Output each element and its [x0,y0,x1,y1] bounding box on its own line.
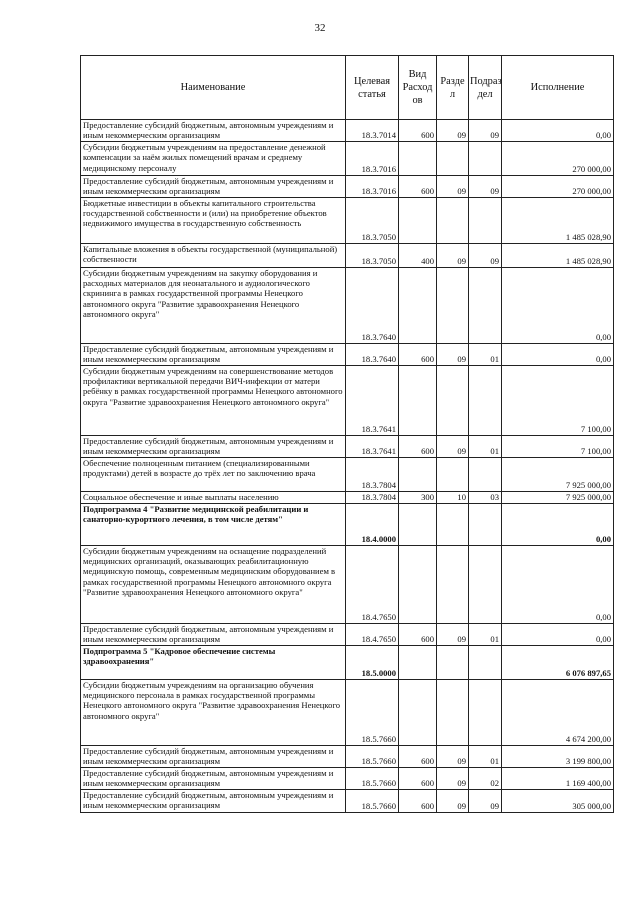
row-section-cell [437,545,469,623]
row-expense-type-cell [399,267,437,343]
row-execution-cell: 0,00 [502,267,614,343]
row-subsection-cell [469,267,502,343]
table-row [81,789,614,812]
row-section-cell: 09 [437,623,469,645]
row-expense-type-cell: 300 [399,491,437,503]
row-section-cell [437,503,469,545]
column-header-subsection: Подраз дел [469,56,502,120]
row-name-cell: Предоставление субсидий бюджетным, автономным учреждениям и иным некоммерческим организациям [81,175,346,197]
row-expense-type-cell [399,645,437,679]
row-section-cell: 09 [437,767,469,789]
row-expense-type-cell: 600 [399,120,437,142]
table-row [81,545,614,623]
row-execution-cell: 270 000,00 [502,175,614,197]
row-execution-cell: 7 100,00 [502,435,614,457]
table-row [81,767,614,789]
row-expense-type-cell: 600 [399,623,437,645]
column-header-section: Разде л [437,56,469,120]
table-row [81,120,614,142]
row-expense-type-cell [399,545,437,623]
row-name-cell: Субсидии бюджетным учреждениям на закупку оборудования и расходных материалов для неонатального и аудиологического скрининга в рамках государственной программы Ненецкого автономного округа "Развитие здравоохранения Ненецкого автономного округа" [81,267,346,343]
row-section-cell: 09 [437,745,469,767]
row-subsection-cell: 09 [469,243,502,267]
row-section-cell [437,365,469,435]
row-subsection-cell: 09 [469,120,502,142]
row-subsection-cell [469,545,502,623]
row-target-article-cell: 18.3.7014 [346,120,399,142]
row-expense-type-cell: 600 [399,745,437,767]
row-target-article-cell: 18.3.7641 [346,435,399,457]
table-row [81,679,614,745]
row-section-cell [437,197,469,243]
row-section-cell [437,457,469,491]
row-name-cell: Подпрограмма 4 "Развитие медицинской реабилитации и санаторно-курортного лечения, в том числе детям" [81,503,346,545]
row-target-article-cell: 18.3.7804 [346,457,399,491]
row-target-article-cell: 18.3.7641 [346,365,399,435]
row-target-article-cell: 18.3.7016 [346,141,399,175]
row-name-cell: Предоставление субсидий бюджетным, автономным учреждениям и иным некоммерческим организациям [81,120,346,142]
row-target-article-cell: 18.3.7804 [346,491,399,503]
row-execution-cell: 7 925 000,00 [502,457,614,491]
row-subsection-cell: 01 [469,745,502,767]
row-execution-cell: 0,00 [502,623,614,645]
table-row [81,645,614,679]
row-execution-cell: 3 199 800,00 [502,745,614,767]
row-expense-type-cell [399,197,437,243]
row-name-cell: Субсидии бюджетным учреждениям на организацию обучения медицинского персонала в рамках государственной программы Ненецкого автономного округа "Развитие здравоохранения Ненецкого автономного округа" [81,679,346,745]
row-execution-cell: 7 100,00 [502,365,614,435]
row-expense-type-cell: 400 [399,243,437,267]
row-expense-type-cell [399,141,437,175]
row-target-article-cell: 18.3.7640 [346,343,399,365]
table-row [81,343,614,365]
table-header-row [81,56,614,120]
row-name-cell: Предоставление субсидий бюджетным, автономным учреждениям и иным некоммерческим организациям [81,343,346,365]
row-section-cell [437,267,469,343]
row-section-cell [437,141,469,175]
column-header-expense-type: Вид Расход ов [399,56,437,120]
row-subsection-cell [469,141,502,175]
row-target-article-cell: 18.4.7650 [346,545,399,623]
row-section-cell: 09 [437,120,469,142]
row-target-article-cell: 18.5.0000 [346,645,399,679]
table-row [81,491,614,503]
table-row [81,365,614,435]
row-execution-cell: 6 076 897,65 [502,645,614,679]
column-header-target-article: Целевая статья [346,56,399,120]
table-row [81,745,614,767]
row-subsection-cell: 03 [469,491,502,503]
row-name-cell: Обеспечение полноценным питанием (специализированными продуктами) детей в возрасте до трёх лет по заключению врача [81,457,346,491]
table-row [81,243,614,267]
row-name-cell: Предоставление субсидий бюджетным, автономным учреждениям и иным некоммерческим организациям [81,435,346,457]
row-subsection-cell: 01 [469,343,502,365]
row-subsection-cell: 01 [469,623,502,645]
row-name-cell: Капитальные вложения в объекты государственной (муниципальной) собственности [81,243,346,267]
row-execution-cell: 4 674 200,00 [502,679,614,745]
row-subsection-cell [469,679,502,745]
row-subsection-cell: 09 [469,789,502,812]
table-row [81,503,614,545]
row-subsection-cell [469,645,502,679]
row-section-cell [437,679,469,745]
row-name-cell: Предоставление субсидий бюджетным, автономным учреждениям и иным некоммерческим организациям [81,745,346,767]
row-section-cell: 10 [437,491,469,503]
row-target-article-cell: 18.4.0000 [346,503,399,545]
row-expense-type-cell [399,503,437,545]
row-execution-cell: 0,00 [502,120,614,142]
row-execution-cell: 305 000,00 [502,789,614,812]
row-execution-cell: 1 485 028,90 [502,243,614,267]
row-expense-type-cell [399,365,437,435]
row-subsection-cell [469,365,502,435]
row-name-cell: Социальное обеспечение и иные выплаты населению [81,491,346,503]
row-subsection-cell [469,503,502,545]
row-section-cell: 09 [437,435,469,457]
row-expense-type-cell: 600 [399,767,437,789]
row-target-article-cell: 18.5.7660 [346,767,399,789]
row-expense-type-cell: 600 [399,435,437,457]
table-row [81,197,614,243]
row-name-cell: Бюджетные инвестиции в объекты капитального строительства государственной собственности и (или) на приобретение объектов недвижимого имущества в государственную собственность [81,197,346,243]
row-execution-cell: 0,00 [502,503,614,545]
table-body [81,120,614,813]
row-target-article-cell: 18.4.7650 [346,623,399,645]
row-name-cell: Предоставление субсидий бюджетным, автономным учреждениям и иным некоммерческим организациям [81,789,346,812]
table-row [81,175,614,197]
row-section-cell: 09 [437,789,469,812]
row-target-article-cell: 18.3.7050 [346,197,399,243]
row-name-cell: Подпрограмма 5 "Кадровое обеспечение системы здравоохранения" [81,645,346,679]
row-subsection-cell [469,457,502,491]
row-target-article-cell: 18.3.7050 [346,243,399,267]
row-execution-cell: 0,00 [502,343,614,365]
row-name-cell: Субсидии бюджетным учреждениям на предоставление денежной компенсации за наём жилых помещений врачам и среднему медицинскому персоналу [81,141,346,175]
table-row [81,457,614,491]
row-execution-cell: 0,00 [502,545,614,623]
table-row [81,435,614,457]
row-subsection-cell: 09 [469,175,502,197]
table-row [81,141,614,175]
column-header-name: Наименование [81,56,346,120]
row-name-cell: Предоставление субсидий бюджетным, автономным учреждениям и иным некоммерческим организациям [81,623,346,645]
column-header-execution: Исполнение [502,56,614,120]
row-target-article-cell: 18.5.7660 [346,745,399,767]
row-section-cell: 09 [437,343,469,365]
row-expense-type-cell: 600 [399,175,437,197]
row-execution-cell: 1 169 400,00 [502,767,614,789]
row-name-cell: Предоставление субсидий бюджетным, автономным учреждениям и иным некоммерческим организациям [81,767,346,789]
row-execution-cell: 1 485 028,90 [502,197,614,243]
page-number: 32 [314,22,326,34]
row-target-article-cell: 18.3.7640 [346,267,399,343]
row-section-cell: 09 [437,175,469,197]
row-execution-cell: 270 000,00 [502,141,614,175]
row-target-article-cell: 18.3.7016 [346,175,399,197]
row-execution-cell: 7 925 000,00 [502,491,614,503]
row-section-cell: 09 [437,243,469,267]
row-expense-type-cell: 600 [399,789,437,812]
row-subsection-cell [469,197,502,243]
row-target-article-cell: 18.5.7660 [346,679,399,745]
row-target-article-cell: 18.5.7660 [346,789,399,812]
row-subsection-cell: 02 [469,767,502,789]
table-row [81,623,614,645]
row-expense-type-cell [399,679,437,745]
table-row [81,267,614,343]
row-expense-type-cell [399,457,437,491]
budget-table [80,55,614,813]
row-section-cell [437,645,469,679]
row-subsection-cell: 01 [469,435,502,457]
row-name-cell: Субсидии бюджетным учреждениям на оснащение подразделений медицинских организаций, оказывающих реабилитационную медицинскую помощь, современным медицинским оборудованием в рамках государственной программы Ненецкого автономного округа "Развитие здравоохранения Ненецкого автономного округа" [81,545,346,623]
row-name-cell: Субсидии бюджетным учреждениям на совершенствование методов профилактики вертикальной передачи ВИЧ-инфекции от матери ребёнку в рамках государственной программы Ненецкого автономного округа "Развитие здравоохранения Ненецкого автономного округа" [81,365,346,435]
row-expense-type-cell: 600 [399,343,437,365]
